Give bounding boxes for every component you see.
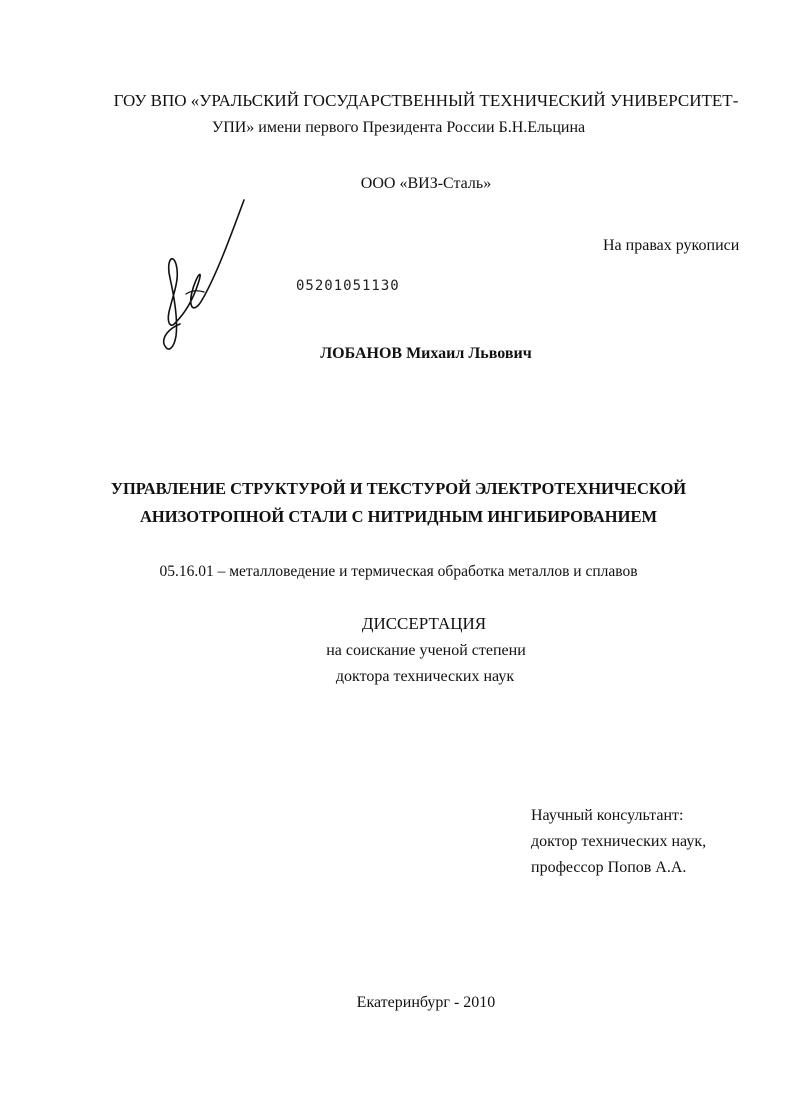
dissertation-title-line1: УПРАВЛЕНИЕ СТРУКТУРОЙ И ТЕКСТУРОЙ ЭЛЕКТРОТЕХНИЧЕСКОЙ: [110, 479, 687, 498]
rights-note: На правах рукописи: [603, 237, 740, 254]
advisor-label: Научный консультант:: [531, 807, 684, 824]
degree-line1: на соискание ученой степени: [326, 642, 526, 659]
city-year: Екатеринбург - 2010: [356, 994, 496, 1011]
document-type: ДИССЕРТАЦИЯ: [361, 614, 487, 633]
advisor-name: профессор Попов А.А.: [531, 859, 687, 876]
specialty-code: 05.16.01 – металловедение и термическая обработка металлов и сплавов: [159, 563, 638, 580]
university-name-line1: ГОУ ВПО «УРАЛЬСКИЙ ГОСУДАРСТВЕННЫЙ ТЕХНИЧЕСКИЙ УНИВЕРСИТЕТ-: [113, 91, 739, 110]
degree-line2: доктора технических наук: [335, 668, 515, 685]
dissertation-title-line2: АНИЗОТРОПНОЙ СТАЛИ С НИТРИДНЫМ ИНГИБИРОВАНИЕМ: [139, 507, 658, 526]
document-code: 05201051130: [296, 278, 400, 294]
author-name: ЛОБАНОВ Михаил Львович: [320, 345, 532, 362]
handwritten-signature-icon: [158, 196, 250, 356]
advisor-degree: доктор технических наук,: [531, 833, 707, 850]
university-name-line2: УПИ» имени первого Президента России Б.Н.Ельцина: [211, 119, 586, 136]
organization-name: ООО «ВИЗ-Сталь»: [360, 175, 492, 192]
